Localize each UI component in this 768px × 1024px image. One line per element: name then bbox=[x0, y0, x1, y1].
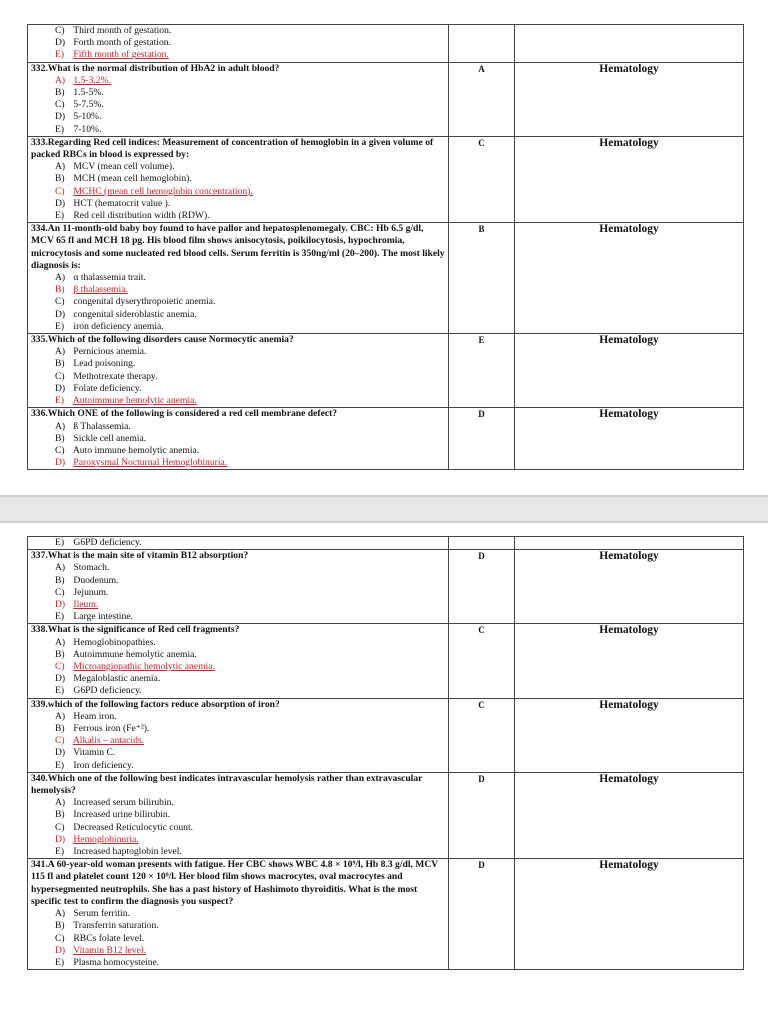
option-letter: B) bbox=[55, 648, 65, 660]
answer-option bbox=[31, 747, 445, 759]
question-cell bbox=[28, 62, 449, 136]
subject-cell: Hematology bbox=[515, 136, 744, 222]
option-letter: E) bbox=[55, 956, 65, 968]
option-text: Third month of gestation. bbox=[73, 25, 172, 36]
option-letter: E) bbox=[55, 49, 65, 61]
question-row bbox=[28, 859, 744, 970]
answer-option bbox=[31, 846, 445, 858]
option-letter: A) bbox=[55, 636, 66, 648]
correct-option bbox=[31, 395, 445, 407]
correct-option bbox=[31, 661, 445, 673]
option-text: G6PD deficiency. bbox=[73, 685, 142, 697]
subject-cell: Hematology bbox=[515, 408, 744, 470]
answer-option bbox=[31, 920, 445, 932]
answer-option bbox=[31, 99, 445, 111]
option-text: Vitamin B12 level. bbox=[73, 944, 146, 956]
question-table bbox=[27, 536, 744, 970]
question-cell bbox=[28, 408, 449, 470]
option-letter: D) bbox=[55, 308, 66, 320]
answer-option bbox=[31, 272, 445, 284]
option-letter: C) bbox=[55, 821, 65, 833]
option-letter: D) bbox=[55, 111, 66, 123]
answer-option bbox=[31, 346, 445, 358]
option-text: 5-7.5%. bbox=[73, 99, 104, 111]
correct-option bbox=[31, 599, 445, 611]
answer-key-cell: D bbox=[449, 859, 515, 970]
correct-option bbox=[31, 457, 445, 469]
answer-key-cell: D bbox=[449, 408, 515, 470]
option-text: Lead poisoning. bbox=[73, 358, 136, 370]
option-letter: E) bbox=[55, 611, 65, 623]
option-letter: E) bbox=[55, 759, 65, 771]
option-letter: D) bbox=[55, 37, 66, 49]
answer-option bbox=[31, 25, 445, 37]
option-text: β thalassemia. bbox=[73, 284, 128, 296]
answer-option bbox=[31, 421, 445, 433]
option-text: Forth month of gestation. bbox=[73, 37, 171, 49]
option-text: MCH (mean cell hemoglobin). bbox=[73, 173, 192, 185]
answer-option bbox=[31, 673, 445, 685]
option-text: Pernicious anemia. bbox=[73, 346, 147, 358]
option-letter: E) bbox=[55, 537, 65, 548]
option-text: Hemoglobinuria. bbox=[73, 833, 139, 845]
option-text: MCV (mean cell volume). bbox=[73, 161, 175, 173]
option-letter: B) bbox=[55, 574, 65, 586]
option-text: Fifth month of gestation. bbox=[73, 49, 169, 61]
question-row bbox=[28, 334, 744, 408]
answer-option bbox=[31, 908, 445, 920]
question-text: 335.Which of the following disorders cause Normocytic anemia? bbox=[31, 334, 294, 346]
correct-option bbox=[31, 49, 445, 61]
answer-option bbox=[31, 445, 445, 457]
answer-option bbox=[31, 685, 445, 697]
question-text: 339.which of the following factors reduce absorption of iron? bbox=[31, 698, 280, 710]
question-row bbox=[28, 25, 744, 63]
option-text: Duodenum. bbox=[73, 574, 119, 586]
document-page-1 bbox=[0, 0, 768, 495]
answer-option bbox=[31, 587, 445, 599]
option-text: G6PD deficiency. bbox=[73, 537, 142, 548]
question-row bbox=[28, 537, 744, 550]
question-text: 337.What is the main site of vitamin B12 absorption? bbox=[31, 550, 249, 562]
answer-key-cell: D bbox=[449, 550, 515, 624]
option-letter: C) bbox=[55, 444, 65, 456]
page-separator bbox=[0, 495, 768, 523]
option-letter: D) bbox=[55, 747, 66, 759]
subject-cell: Hematology bbox=[515, 334, 744, 408]
option-text: Alkalis – antacids. bbox=[72, 735, 145, 747]
option-text: Ileum. bbox=[73, 599, 99, 611]
option-letter: B) bbox=[55, 432, 65, 444]
option-letter: A) bbox=[55, 161, 66, 173]
option-letter: A) bbox=[55, 797, 66, 809]
option-letter: D) bbox=[55, 197, 66, 209]
answer-option bbox=[31, 537, 445, 549]
correct-option bbox=[31, 284, 445, 296]
question-row bbox=[28, 136, 744, 222]
question-cell bbox=[28, 136, 449, 222]
document-page-2 bbox=[0, 523, 768, 1024]
option-letter: C) bbox=[55, 661, 65, 673]
answer-option bbox=[31, 173, 445, 185]
question-text: 332.What is the normal distribution of HbA2 in adult blood? bbox=[31, 62, 280, 74]
option-letter: A) bbox=[55, 908, 66, 920]
answer-key-cell: D bbox=[449, 772, 515, 858]
subject-cell: Hematology bbox=[515, 550, 744, 624]
answer-option bbox=[31, 723, 445, 735]
question-row bbox=[28, 223, 744, 334]
answer-key-cell bbox=[449, 25, 515, 63]
answer-option bbox=[31, 321, 445, 333]
option-letter: B) bbox=[55, 920, 65, 932]
option-letter: C) bbox=[55, 185, 65, 197]
question-table bbox=[27, 24, 744, 470]
option-letter: A) bbox=[55, 272, 66, 284]
option-letter: B) bbox=[55, 358, 65, 370]
answer-option bbox=[31, 309, 445, 321]
option-text: Increased serum bilirubin. bbox=[73, 797, 174, 809]
option-text: Autoimmune hemolytic anemia. bbox=[72, 648, 197, 660]
option-letter: D) bbox=[55, 833, 66, 845]
option-text: 1.5-3.2%. bbox=[73, 74, 111, 86]
answer-key-cell: A bbox=[449, 62, 515, 136]
question-cell bbox=[28, 859, 449, 970]
answer-option bbox=[31, 933, 445, 945]
option-letter: D) bbox=[55, 599, 66, 611]
question-row bbox=[28, 408, 744, 470]
answer-option bbox=[31, 161, 445, 173]
option-text: Paroxysmal Nocturnal Hemoglobinuria. bbox=[73, 457, 228, 469]
answer-option bbox=[31, 637, 445, 649]
answer-option bbox=[31, 210, 445, 222]
answer-option bbox=[31, 760, 445, 772]
option-letter: C) bbox=[55, 735, 65, 747]
option-text: Stomach. bbox=[73, 562, 110, 574]
question-text: 333.Regarding Red cell indices: Measurement of concentration of hemoglobin in a given volume of packed RBCs in blood is expressed by: bbox=[31, 136, 434, 161]
question-text: 341.A 60-year-old woman presents with fatigue. Her CBC shows WBC 4.8 × 10⁹/l, Hb 8.3 g/dl, MCV 115 fl and platelet count 120 × 10⁹/l. Her blood film shows macrocytes, oval macrocytes and hypersegmented neutrophils. She has a past history of Hashimoto thyroiditis. What is the most specific test to confirm the diagnosis you suspect? bbox=[31, 859, 439, 907]
correct-option bbox=[31, 945, 445, 957]
question-cell bbox=[28, 624, 449, 698]
answer-option bbox=[31, 87, 445, 99]
option-letter: E) bbox=[55, 320, 65, 332]
answer-option bbox=[31, 611, 445, 623]
option-letter: A) bbox=[55, 74, 66, 86]
option-letter: C) bbox=[55, 99, 65, 111]
question-cell bbox=[28, 537, 449, 550]
answer-option bbox=[31, 358, 445, 370]
option-letter: E) bbox=[55, 846, 65, 858]
option-text: congenital sideroblastic anemia. bbox=[73, 308, 197, 320]
question-text: 334.An 11-month-old baby boy found to have pallor and hepatosplenomegaly. CBC: Hb 6.5 g/dl, MCV 65 fl and MCH 18 pg. His blood film shows anisocytosis, poikilocytosis, hypochromia, microcytosis and some nucleated red blood cells. Serum ferritin is 350ng/ml (20–200). The most likely diagnosis is: bbox=[31, 223, 445, 271]
option-letter: E) bbox=[55, 210, 65, 222]
option-text: Folate deficiency. bbox=[73, 382, 142, 394]
option-text: Large intestine. bbox=[73, 611, 133, 623]
subject-cell bbox=[515, 537, 744, 550]
option-text: Plasma homocysteine. bbox=[73, 956, 160, 968]
option-text: Methotrexate therapy. bbox=[73, 370, 158, 382]
correct-option bbox=[31, 186, 445, 198]
question-text: 336.Which ONE of the following is considered a red cell membrane defect? bbox=[31, 408, 338, 420]
option-text: Vitamin C. bbox=[73, 747, 116, 759]
question-cell bbox=[28, 772, 449, 858]
question-cell bbox=[28, 698, 449, 772]
answer-option bbox=[31, 111, 445, 123]
answer-key-cell bbox=[449, 537, 515, 550]
option-letter: D) bbox=[55, 382, 66, 394]
answer-option bbox=[31, 383, 445, 395]
option-text: 5-10%. bbox=[73, 111, 102, 123]
subject-cell: Hematology bbox=[515, 223, 744, 334]
option-letter: B) bbox=[55, 809, 65, 821]
correct-option bbox=[31, 834, 445, 846]
option-letter: E) bbox=[55, 395, 65, 407]
question-cell bbox=[28, 550, 449, 624]
subject-cell: Hematology bbox=[515, 624, 744, 698]
option-text: 1.5-5%. bbox=[73, 87, 104, 99]
option-letter: E) bbox=[55, 123, 65, 135]
option-text: Jejunum. bbox=[73, 586, 109, 598]
question-cell bbox=[28, 223, 449, 334]
answer-key-cell: B bbox=[449, 223, 515, 334]
option-letter: C) bbox=[55, 296, 65, 308]
option-text: Heam iron. bbox=[73, 710, 117, 722]
question-row bbox=[28, 772, 744, 858]
answer-option bbox=[31, 822, 445, 834]
option-text: Increased urine bilirubin. bbox=[73, 809, 171, 821]
answer-option bbox=[31, 649, 445, 661]
correct-option bbox=[31, 75, 445, 87]
option-letter: A) bbox=[55, 562, 66, 574]
answer-option bbox=[31, 711, 445, 723]
option-letter: C) bbox=[55, 370, 65, 382]
option-text: MCHC (mean cell hemoglobin concentration). bbox=[73, 185, 253, 197]
option-text: α thalassemia trait. bbox=[73, 272, 146, 284]
option-text: iron deficiency anemia. bbox=[73, 320, 164, 332]
option-text: Hemoglobinopathies. bbox=[73, 636, 156, 648]
option-letter: A) bbox=[55, 346, 66, 358]
answer-key-cell: C bbox=[449, 698, 515, 772]
option-text: HCT (hematocrit value ). bbox=[73, 197, 171, 209]
option-letter: B) bbox=[55, 87, 65, 99]
answer-option bbox=[31, 809, 445, 821]
option-text: RBCs folate level. bbox=[73, 932, 145, 944]
option-text: Serum ferritin. bbox=[73, 908, 130, 920]
subject-cell: Hematology bbox=[515, 772, 744, 858]
answer-key-cell: C bbox=[449, 624, 515, 698]
option-letter: E) bbox=[55, 685, 65, 697]
option-text: Decreased Reticulocytic count. bbox=[73, 821, 194, 833]
subject-cell: Hematology bbox=[515, 62, 744, 136]
option-text: Megaloblastic anemia. bbox=[73, 673, 161, 685]
question-row bbox=[28, 62, 744, 136]
answer-option bbox=[31, 433, 445, 445]
question-row bbox=[28, 698, 744, 772]
question-row bbox=[28, 550, 744, 624]
option-letter: B) bbox=[55, 284, 65, 296]
subject-cell: Hematology bbox=[515, 859, 744, 970]
question-cell bbox=[28, 334, 449, 408]
option-text: ß Thalassemia. bbox=[73, 420, 131, 432]
option-letter: A) bbox=[55, 420, 66, 432]
question-cell bbox=[28, 25, 449, 63]
option-text: Ferrous iron (Fe⁺²). bbox=[73, 723, 150, 735]
option-text: Transferrin saturation. bbox=[73, 920, 159, 932]
question-text: 340.Which one of the following best indicates intravascular hemolysis rather than extravascular hemolysis? bbox=[31, 772, 423, 797]
option-letter: D) bbox=[55, 673, 66, 685]
option-letter: C) bbox=[55, 25, 65, 36]
option-letter: B) bbox=[55, 173, 65, 185]
option-text: congenital dyserythropoietic anemia. bbox=[73, 296, 216, 308]
answer-key-cell: C bbox=[449, 136, 515, 222]
answer-option bbox=[31, 124, 445, 136]
option-letter: D) bbox=[55, 944, 66, 956]
question-text: 338.What is the significance of Red cell fragments? bbox=[31, 624, 240, 636]
option-letter: A) bbox=[55, 710, 66, 722]
answer-option bbox=[31, 296, 445, 308]
option-letter: D) bbox=[55, 457, 66, 469]
question-row bbox=[28, 624, 744, 698]
option-letter: C) bbox=[55, 932, 65, 944]
subject-cell bbox=[515, 25, 744, 63]
answer-option bbox=[31, 37, 445, 49]
answer-option bbox=[31, 797, 445, 809]
correct-option bbox=[31, 735, 445, 747]
option-text: Auto immune hemolytic anemia. bbox=[72, 444, 200, 456]
answer-key-cell: E bbox=[449, 334, 515, 408]
option-text: Iron deficiency. bbox=[73, 759, 134, 771]
option-text: Red cell distribution width (RDW). bbox=[73, 210, 210, 222]
option-text: Autoimmune hemolytic anemia. bbox=[72, 395, 197, 407]
option-text: 7-10%. bbox=[73, 123, 102, 135]
option-letter: C) bbox=[55, 586, 65, 598]
subject-cell: Hematology bbox=[515, 698, 744, 772]
option-text: Sickle cell anemia. bbox=[73, 432, 147, 444]
option-text: Increased haptoglobin level. bbox=[73, 846, 182, 858]
answer-option bbox=[31, 562, 445, 574]
answer-option bbox=[31, 957, 445, 969]
answer-option bbox=[31, 371, 445, 383]
answer-option bbox=[31, 198, 445, 210]
option-letter: B) bbox=[55, 723, 65, 735]
option-text: Microangiopathic hemolytic anemia. bbox=[73, 661, 215, 673]
answer-option bbox=[31, 575, 445, 587]
